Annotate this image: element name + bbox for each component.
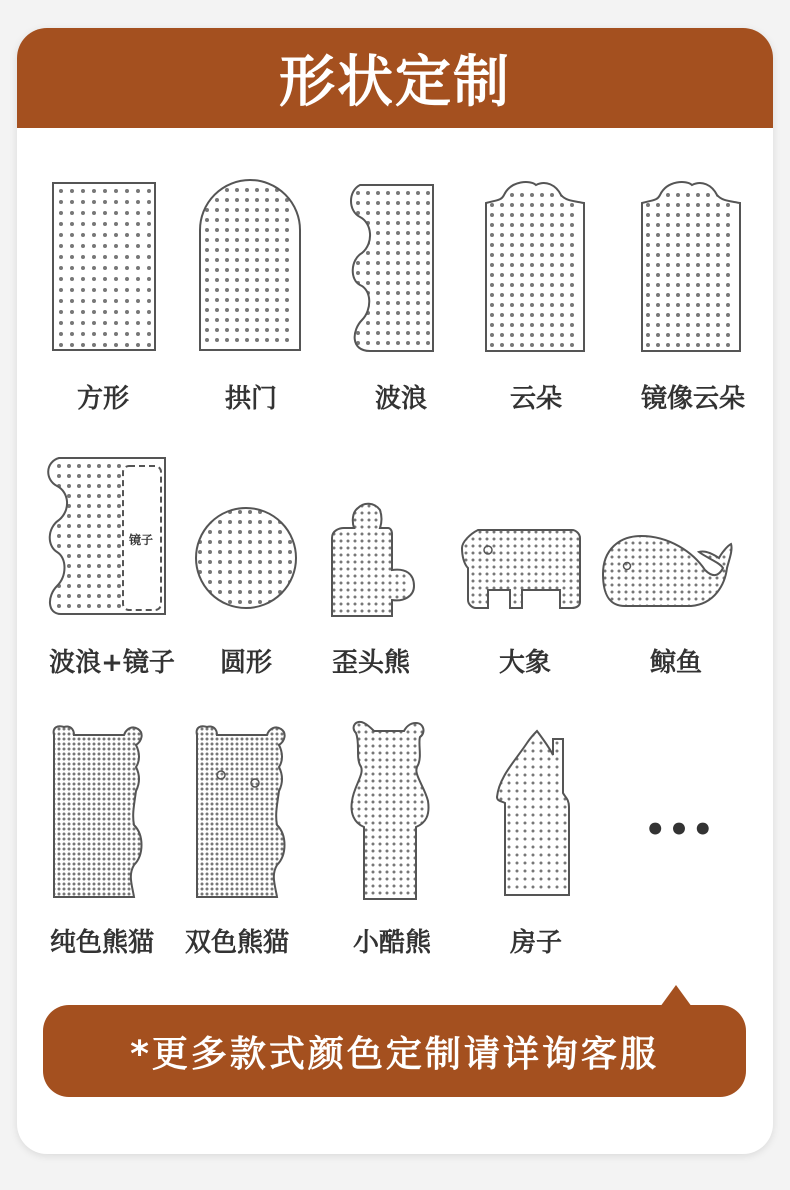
mirror-text: 镜子 (128, 533, 154, 547)
shape-label-elephant: 大象 (498, 648, 551, 678)
more-indicator: ••• (644, 810, 716, 850)
shape-label-arch: 拱门 (224, 384, 277, 414)
shape-arch[interactable] (185, 175, 325, 365)
shape-solid-panda[interactable] (40, 715, 160, 915)
shape-label-cloud: 云朵 (509, 384, 562, 414)
shape-square[interactable] (45, 175, 185, 365)
shape-tilted-bear[interactable] (310, 450, 450, 625)
shape-house[interactable] (475, 715, 595, 915)
shape-whale[interactable] (595, 450, 755, 625)
pegboard-holes (59, 189, 151, 347)
shape-label-solid-panda: 纯色熊猫 (49, 928, 154, 958)
shape-label-whale: 鲸鱼 (649, 648, 702, 678)
footer-banner: *更多款式颜色定制请详询客服 (43, 1005, 746, 1097)
shape-circle[interactable] (176, 450, 316, 625)
shape-mirror-cloud[interactable] (622, 175, 762, 365)
shape-label-square: 方形 (76, 384, 129, 414)
shape-elephant[interactable] (450, 450, 600, 625)
shape-cool-bear[interactable] (330, 715, 450, 915)
shape-label-circle: 圆形 (219, 648, 272, 678)
shape-label-mirror-cloud: 镜像云朵 (640, 384, 745, 414)
shape-wave-mirror[interactable] (35, 450, 185, 625)
shape-wave[interactable] (330, 175, 470, 365)
shape-two-tone-panda[interactable] (183, 715, 303, 915)
page-title: 形状定制 (17, 28, 773, 128)
shape-label-tilted-bear: 歪头熊 (331, 648, 410, 678)
shape-label-two-tone-panda: 双色熊猫 (184, 928, 289, 958)
shape-label-house: 房子 (509, 928, 562, 958)
shape-label-cool-bear: 小酷熊 (352, 928, 431, 958)
shape-cloud[interactable] (466, 175, 606, 365)
shape-label-wave: 波浪 (374, 384, 427, 414)
speech-bubble-tail (660, 985, 692, 1007)
shape-label-wave-mirror: 波浪+镜子 (49, 648, 175, 678)
